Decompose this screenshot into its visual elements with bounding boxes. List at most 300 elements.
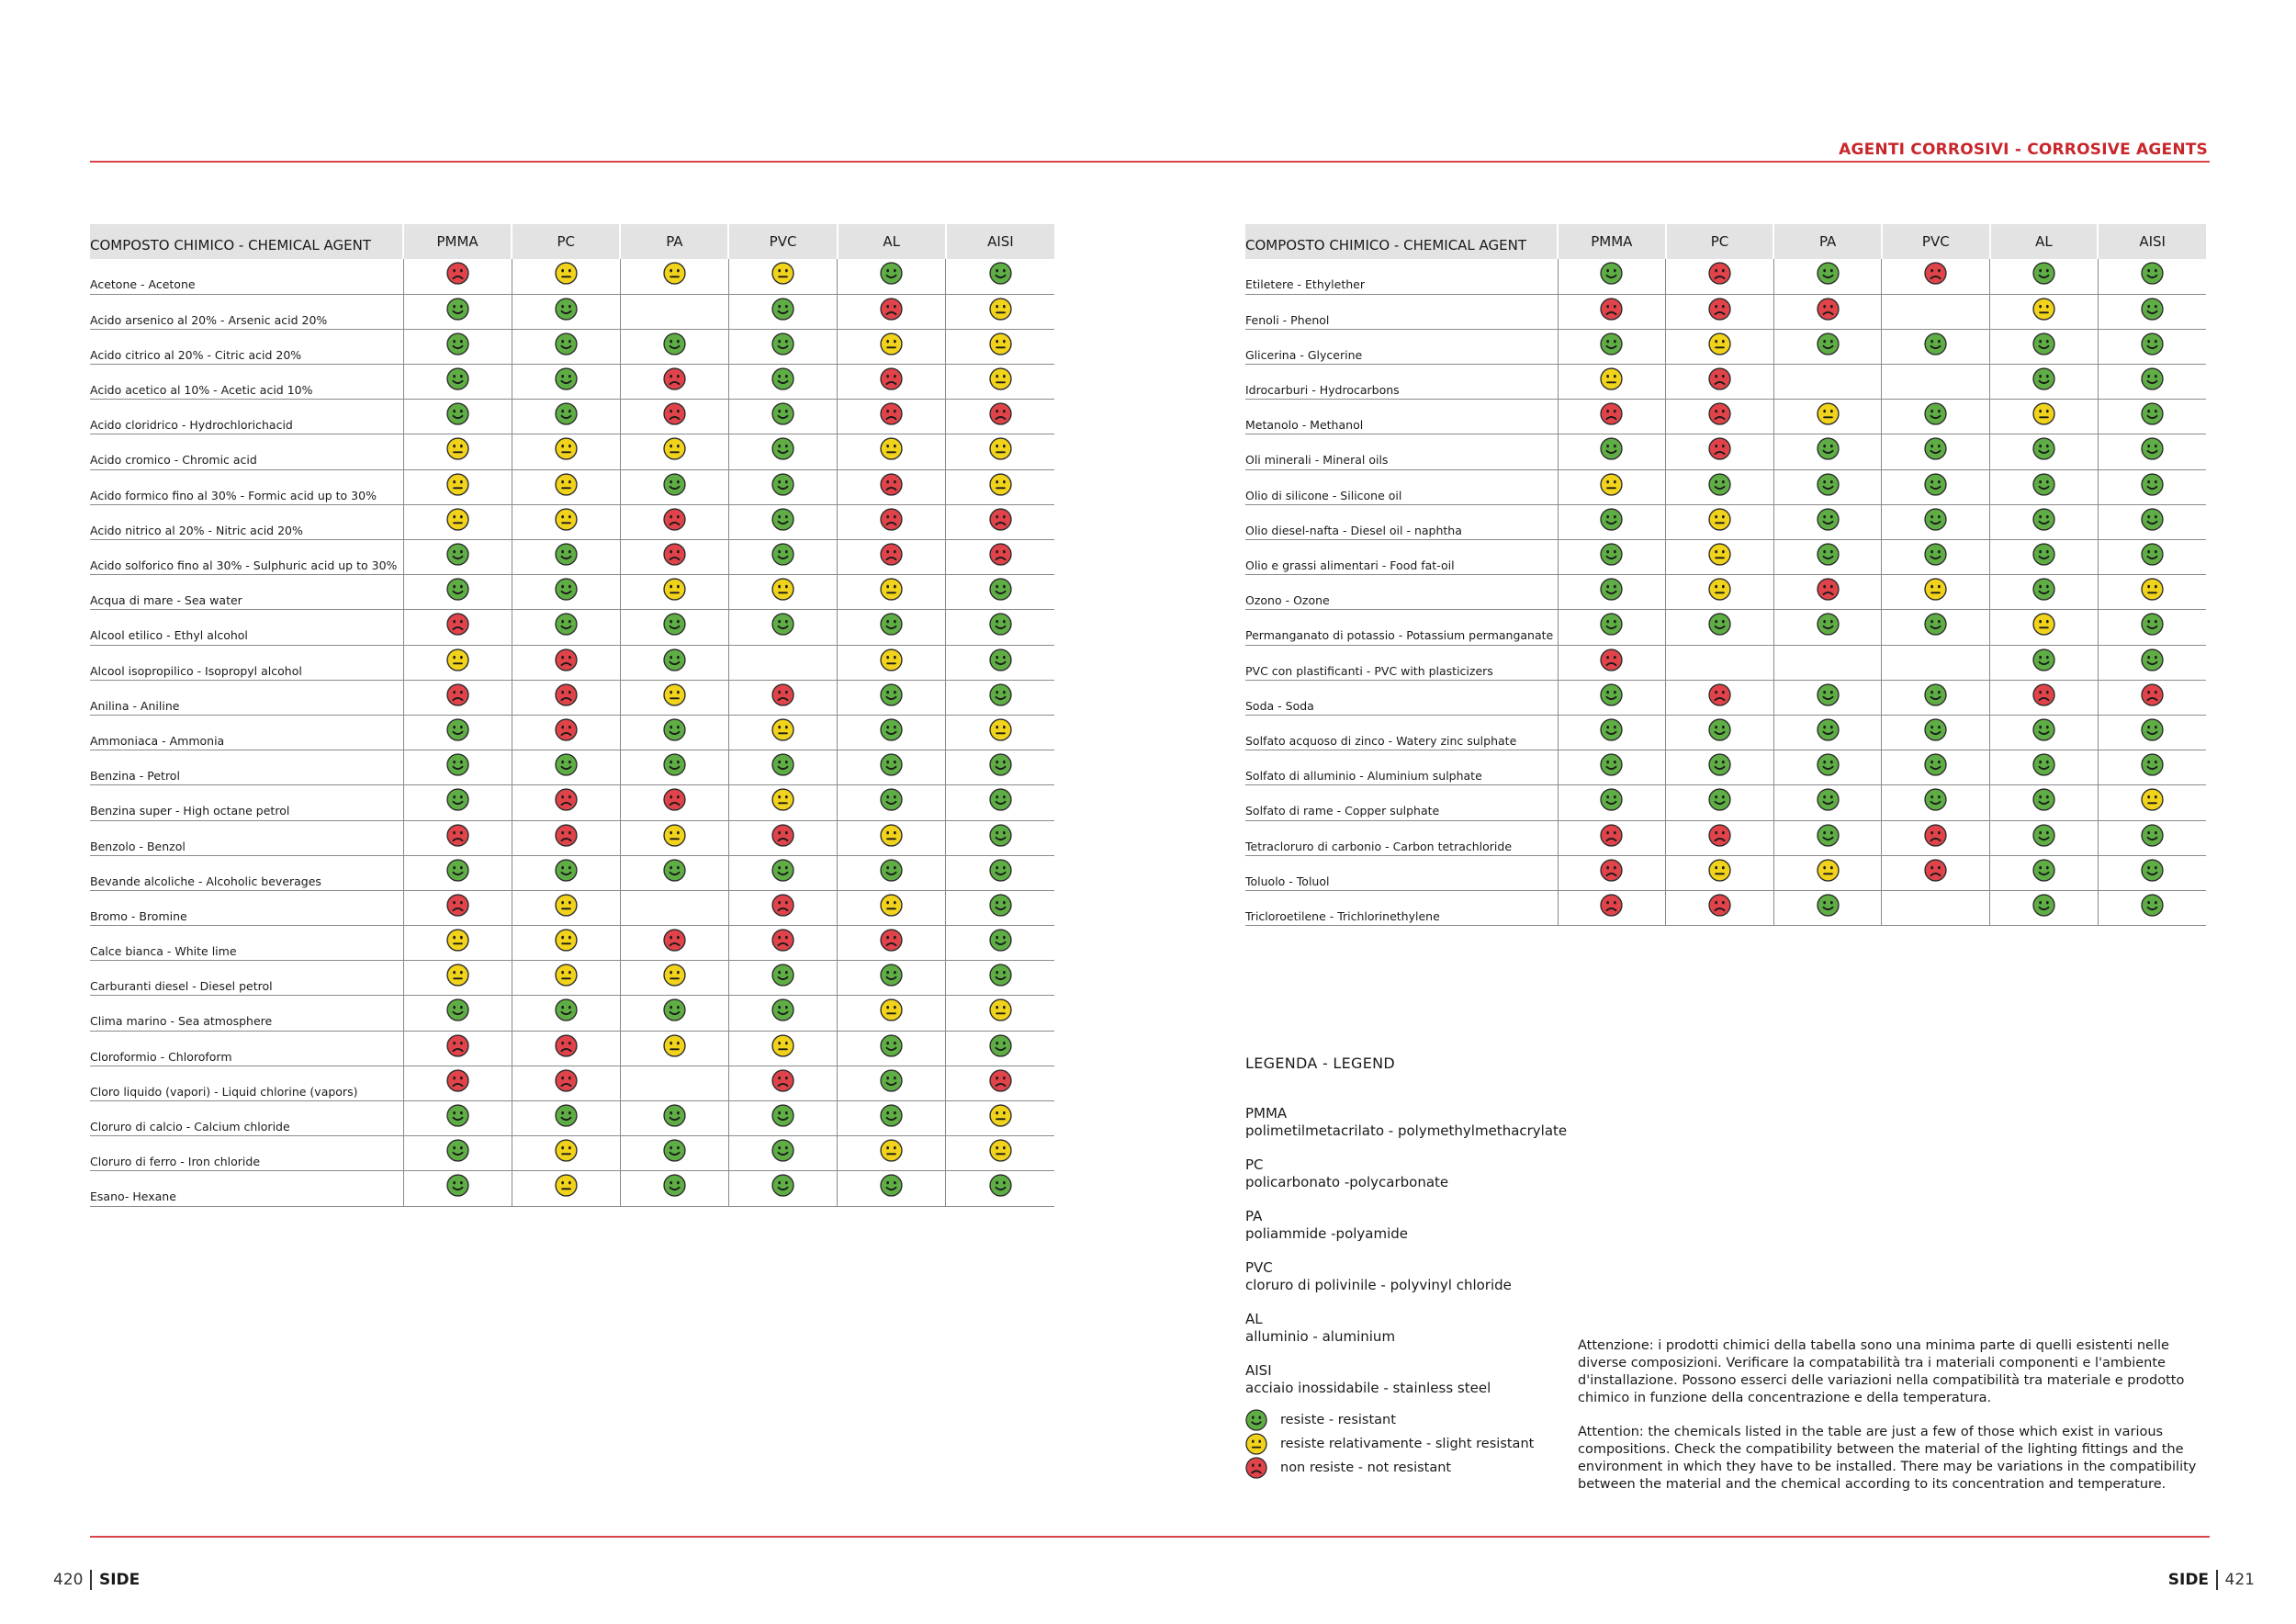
resistant-face-icon [446,753,469,776]
rating-cell-pvc [728,890,837,925]
table-row [1245,680,2206,715]
resistant-face-icon [555,333,578,355]
resistant-face-icon [446,298,469,321]
rating-cell-aisi [946,1066,1054,1100]
resistant-face-icon [1924,333,1947,355]
resistant-face-icon [989,894,1012,917]
resistant-face-icon [989,578,1012,601]
rating-cell-aisi [946,1101,1054,1136]
rating-cell-pmma [403,1171,512,1206]
rating-cell-pmma [403,504,512,539]
rating-cell-pc [512,1136,620,1171]
resistant-face-icon [2141,894,2164,917]
agent-cell: Cloroformio - Chloroform [90,1031,403,1066]
rating-cell-pvc [1882,855,1990,890]
resistant-face-icon [2032,543,2055,566]
resistant-face-icon [446,859,469,882]
not-resistant-face-icon [555,788,578,811]
not-resistant-face-icon [555,1034,578,1057]
resistant-face-icon [2032,437,2055,460]
rating-cell-pa [1773,365,1882,400]
rating-cell-al [838,890,946,925]
resistant-face-icon [2032,648,2055,671]
not-resistant-face-icon [771,894,794,917]
rating-cell-pa [620,1101,728,1136]
rating-cell-pc [512,610,620,645]
table-row [90,645,1054,680]
rating-cell-pmma [403,1136,512,1171]
rating-cell-aisi [946,996,1054,1031]
rating-cell-pa [620,294,728,329]
legend-desc: polimetilmetacrilato - polymethylmethacrylate [1245,1122,1568,1139]
slight-resistant-face-icon [771,262,794,285]
not-resistant-face-icon [989,1069,1012,1092]
slight-resistant-face-icon [2141,578,2164,601]
resistant-face-icon [2141,333,2164,355]
slight-resistant-face-icon [1600,367,1623,390]
rating-cell-pvc [728,820,837,855]
resistant-face-icon [1924,753,1947,776]
slight-resistant-face-icon [880,648,903,671]
rating-cell-pmma [1558,680,1666,715]
rating-cell-pc [1666,575,1774,610]
rating-cell-pa [620,1136,728,1171]
rating-cell-pc [512,575,620,610]
resistant-face-icon [771,1174,794,1197]
table-row [1245,645,2206,680]
resistant-face-icon [2141,262,2164,285]
agent-cell: Alcool etilico - Ethyl alcohol [90,610,403,645]
slight-resistant-face-icon [989,718,1012,741]
rating-cell-pvc [728,540,837,575]
rating-cell-pvc [1882,715,1990,750]
legend-symbol-label: resiste relativamente - slight resistant [1280,1437,1535,1451]
table-row [1245,750,2206,785]
resistant-face-icon [989,1174,1012,1197]
resistant-face-icon [2141,753,2164,776]
rating-cell-pa [620,645,728,680]
rating-cell-al [1990,785,2099,820]
resistant-face-icon [555,543,578,566]
rating-cell-pa [1773,715,1882,750]
slight-resistant-face-icon [989,998,1012,1021]
legend-abbr: AL [1245,1311,1263,1327]
column-header-pvc: PVC [728,224,837,259]
rating-cell-aisi [946,1136,1054,1171]
resistant-face-icon [663,998,686,1021]
slight-resistant-face-icon [880,578,903,601]
legend-desc: cloruro di polivinile - polyvinyl chloride [1245,1277,1512,1293]
table-row [1245,540,2206,575]
rating-cell-pmma [403,540,512,575]
footer-separator [2216,1570,2218,1590]
not-resistant-face-icon [446,1034,469,1057]
resistant-face-icon [1817,473,1840,496]
not-resistant-face-icon [880,298,903,321]
rating-cell-al [1990,504,2099,539]
slight-resistant-face-icon [989,333,1012,355]
resistant-face-icon [555,402,578,425]
rating-cell-pc [1666,504,1774,539]
slight-resistant-face-icon [2032,402,2055,425]
agent-cell: Tetracloruro di carbonio - Carbon tetrachloride [1245,820,1558,855]
not-resistant-face-icon [1708,437,1731,460]
agent-cell: Carburanti diesel - Diesel petrol [90,961,403,996]
not-resistant-face-icon [1600,894,1623,917]
resistant-face-icon [880,613,903,636]
slight-resistant-face-icon [2032,613,2055,636]
resistant-face-icon [771,508,794,531]
resistant-face-icon [1817,824,1840,847]
slight-resistant-face-icon [989,1104,1012,1127]
not-resistant-face-icon [880,473,903,496]
legend-item-aisi [1245,1362,1576,1397]
footer-left [53,1570,140,1590]
rating-cell-pa [620,926,728,961]
rating-cell-aisi [2098,575,2206,610]
rating-cell-pmma [1558,645,1666,680]
legend-abbr: AISI [1245,1362,1272,1379]
rating-cell-pa [620,259,728,294]
resistant-face-icon [446,543,469,566]
column-header-pc: PC [1666,224,1774,259]
rating-cell-aisi [946,575,1054,610]
resistant-face-icon [2032,262,2055,285]
resistant-face-icon [1245,1409,1267,1431]
resistant-face-icon [771,543,794,566]
rating-cell-pa [620,680,728,715]
rating-cell-pmma [403,785,512,820]
rating-cell-pmma [403,890,512,925]
resistant-face-icon [2141,402,2164,425]
table-row [1245,365,2206,400]
not-resistant-face-icon [1708,262,1731,285]
rating-cell-pvc [728,715,837,750]
table-row [90,855,1054,890]
column-header-pa: PA [620,224,728,259]
rating-cell-al [1990,329,2099,364]
rating-cell-al [1990,365,2099,400]
table-row [90,610,1054,645]
rating-cell-pc [1666,259,1774,294]
agent-cell: Acido cloridrico - Hydrochlorichacid [90,400,403,434]
rating-cell-aisi [946,926,1054,961]
resistant-face-icon [1817,753,1840,776]
rating-cell-pmma [403,645,512,680]
rating-cell-pa [620,855,728,890]
table-row [1245,400,2206,434]
resistant-face-icon [1600,753,1623,776]
agent-cell: Permanganato di potassio - Potassium permanganate [1245,610,1558,645]
resistant-face-icon [2032,894,2055,917]
resistant-face-icon [663,718,686,741]
rating-cell-pa [1773,469,1882,504]
slight-resistant-face-icon [446,437,469,460]
resistant-face-icon [663,613,686,636]
rating-cell-al [838,259,946,294]
rating-cell-pmma [403,996,512,1031]
resistant-face-icon [2141,859,2164,882]
resistant-face-icon [1817,718,1840,741]
rating-cell-al [838,610,946,645]
resistant-face-icon [1924,788,1947,811]
column-header-aisi: AISI [946,224,1054,259]
table-row [90,715,1054,750]
table-body-right [1245,259,2206,926]
resistant-face-icon [989,1034,1012,1057]
resistant-face-icon [555,367,578,390]
resistant-face-icon [771,998,794,1021]
slight-resistant-face-icon [446,964,469,987]
rating-cell-al [838,645,946,680]
rating-cell-pmma [403,1031,512,1066]
rating-cell-al [1990,890,2099,925]
not-resistant-face-icon [1708,683,1731,706]
slight-resistant-face-icon [989,473,1012,496]
header-rule [90,161,2210,163]
resistant-face-icon [446,998,469,1021]
slight-resistant-face-icon [2141,788,2164,811]
agent-cell: Anilina - Aniline [90,680,403,715]
resistant-face-icon [989,262,1012,285]
column-header-pmma: PMMA [1558,224,1666,259]
resistant-face-icon [989,964,1012,987]
table-row [90,540,1054,575]
not-resistant-face-icon [663,543,686,566]
resistant-face-icon [989,753,1012,776]
resistant-face-icon [880,718,903,741]
rating-cell-pc [512,926,620,961]
resistant-face-icon [1817,508,1840,531]
resistant-face-icon [2032,508,2055,531]
table-row [90,365,1054,400]
resistant-face-icon [771,367,794,390]
rating-cell-aisi [946,469,1054,504]
rating-cell-pa [620,750,728,785]
table-row [1245,820,2206,855]
rating-cell-pc [1666,329,1774,364]
rating-cell-al [838,434,946,469]
legend-symbols [1245,1408,1576,1480]
rating-cell-pc [1666,400,1774,434]
rating-cell-pa [1773,610,1882,645]
resistant-face-icon [1600,508,1623,531]
slight-resistant-face-icon [880,437,903,460]
slight-resistant-face-icon [989,437,1012,460]
resistant-face-icon [2032,824,2055,847]
rating-cell-al [1990,540,2099,575]
resistant-face-icon [446,788,469,811]
rating-cell-al [838,1031,946,1066]
rating-cell-pc [512,504,620,539]
rating-cell-aisi [2098,504,2206,539]
rating-cell-al [1990,575,2099,610]
not-resistant-face-icon [880,929,903,952]
rating-cell-aisi [2098,400,2206,434]
table-row [1245,504,2206,539]
resistant-face-icon [555,298,578,321]
rating-cell-aisi [946,400,1054,434]
not-resistant-face-icon [880,508,903,531]
rating-cell-pvc [1882,575,1990,610]
rating-cell-aisi [946,961,1054,996]
slight-resistant-face-icon [771,1034,794,1057]
not-resistant-face-icon [1708,402,1731,425]
table-row [1245,785,2206,820]
rating-cell-aisi [946,1031,1054,1066]
table-row [1245,259,2206,294]
table-row [1245,575,2206,610]
slight-resistant-face-icon [1817,402,1840,425]
rating-cell-pc [512,680,620,715]
rating-cell-al [838,855,946,890]
slight-resistant-face-icon [663,824,686,847]
rating-cell-pa [1773,645,1882,680]
resistant-face-icon [1600,683,1623,706]
agent-cell: Acido nitrico al 20% - Nitric acid 20% [90,504,403,539]
rating-cell-aisi [2098,294,2206,329]
rating-cell-pa [1773,540,1882,575]
resistant-face-icon [446,333,469,355]
resistant-face-icon [2141,367,2164,390]
page-number-left: 420 [53,1571,84,1589]
rating-cell-al [838,504,946,539]
table-row [90,329,1054,364]
agent-cell: Bevande alcoliche - Alcoholic beverages [90,855,403,890]
rating-cell-aisi [2098,469,2206,504]
rating-cell-al [1990,610,2099,645]
rating-cell-pa [1773,575,1882,610]
rating-cell-aisi [946,1171,1054,1206]
not-resistant-face-icon [1708,367,1731,390]
resistant-face-icon [1924,543,1947,566]
rating-cell-pvc [728,926,837,961]
slight-resistant-face-icon [555,894,578,917]
table-row [1245,469,2206,504]
legend-abbr: PMMA [1245,1105,1288,1122]
rating-cell-pvc [728,996,837,1031]
not-resistant-face-icon [880,367,903,390]
legend-abbr: PA [1245,1208,1263,1224]
rating-cell-al [838,750,946,785]
rating-cell-aisi [2098,645,2206,680]
rating-cell-pmma [1558,365,1666,400]
slight-resistant-face-icon [446,473,469,496]
not-resistant-face-icon [1817,578,1840,601]
rating-cell-pa [620,469,728,504]
rating-cell-pmma [1558,715,1666,750]
rating-cell-aisi [2098,750,2206,785]
rating-cell-pmma [1558,329,1666,364]
agent-cell: Acido arsenico al 20% - Arsenic acid 20% [90,294,403,329]
note-english: Attention: the chemicals listed in the table are just a few of those which exist in various compositions. Check the compatibility between the material of the lighting fittings and the environment in which they have to be installed. There may be variations in the compatibility between the material and the chemical according to its concentration and temperature. [1578,1425,2197,1492]
resistant-face-icon [1924,508,1947,531]
rating-cell-pmma [1558,294,1666,329]
legend-item-pa [1245,1208,1576,1243]
resistant-face-icon [1924,437,1947,460]
not-resistant-face-icon [446,613,469,636]
rating-cell-pa [1773,400,1882,434]
resistant-face-icon [663,1104,686,1127]
rating-cell-pvc [1882,785,1990,820]
rating-cell-pvc [728,610,837,645]
legend-title: LEGENDA - LEGEND [1245,1054,1396,1072]
legend-abbr: PC [1245,1156,1264,1173]
rating-cell-pvc [728,645,837,680]
rating-cell-pc [1666,645,1774,680]
table-row [90,469,1054,504]
not-resistant-face-icon [663,508,686,531]
resistant-face-icon [2032,718,2055,741]
legend-symbol-label: non resiste - not resistant [1280,1460,1452,1475]
rating-cell-pmma [403,610,512,645]
not-resistant-face-icon [1600,859,1623,882]
rating-cell-pmma [403,680,512,715]
rating-cell-pvc [1882,365,1990,400]
rating-cell-al [838,820,946,855]
rating-cell-pa [1773,259,1882,294]
agent-cell: Esano- Hexane [90,1171,403,1206]
agent-cell: Acido acetico al 10% - Acetic acid 10% [90,365,403,400]
rating-cell-pmma [403,715,512,750]
resistant-face-icon [1817,613,1840,636]
not-resistant-face-icon [555,648,578,671]
resistant-face-icon [880,1034,903,1057]
rating-cell-al [838,1101,946,1136]
not-resistant-face-icon [446,894,469,917]
resistant-face-icon [771,964,794,987]
not-resistant-face-icon [1600,298,1623,321]
slight-resistant-face-icon [555,1174,578,1197]
rating-cell-pa [620,996,728,1031]
rating-cell-al [838,961,946,996]
rating-cell-al [838,785,946,820]
rating-cell-al [838,294,946,329]
rating-cell-al [1990,400,2099,434]
resistant-face-icon [446,402,469,425]
rating-cell-al [838,469,946,504]
rating-cell-pmma [1558,575,1666,610]
footer-separator [90,1570,92,1590]
agent-cell: Olio e grassi alimentari - Food fat-oil [1245,540,1558,575]
table-row [90,1136,1054,1171]
table-row [90,575,1054,610]
slight-resistant-face-icon [1708,859,1731,882]
table-body-left [90,259,1054,1206]
resistant-face-icon [2141,508,2164,531]
legend-item-pc [1245,1156,1576,1191]
rating-cell-pvc [1882,504,1990,539]
rating-cell-aisi [946,259,1054,294]
resistant-face-icon [1708,473,1731,496]
resistant-face-icon [1924,402,1947,425]
rating-cell-pc [1666,715,1774,750]
rating-cell-aisi [946,645,1054,680]
rating-cell-pvc [1882,680,1990,715]
slight-resistant-face-icon [771,578,794,601]
rating-cell-pa [1773,855,1882,890]
resistant-face-icon [2032,473,2055,496]
resistant-face-icon [771,298,794,321]
rating-cell-pc [512,855,620,890]
table-row [90,996,1054,1031]
rating-cell-pvc [728,750,837,785]
slight-resistant-face-icon [1708,543,1731,566]
resistant-face-icon [1924,683,1947,706]
column-header-al: AL [1990,224,2099,259]
rating-cell-al [838,540,946,575]
rating-cell-pc [512,1066,620,1100]
